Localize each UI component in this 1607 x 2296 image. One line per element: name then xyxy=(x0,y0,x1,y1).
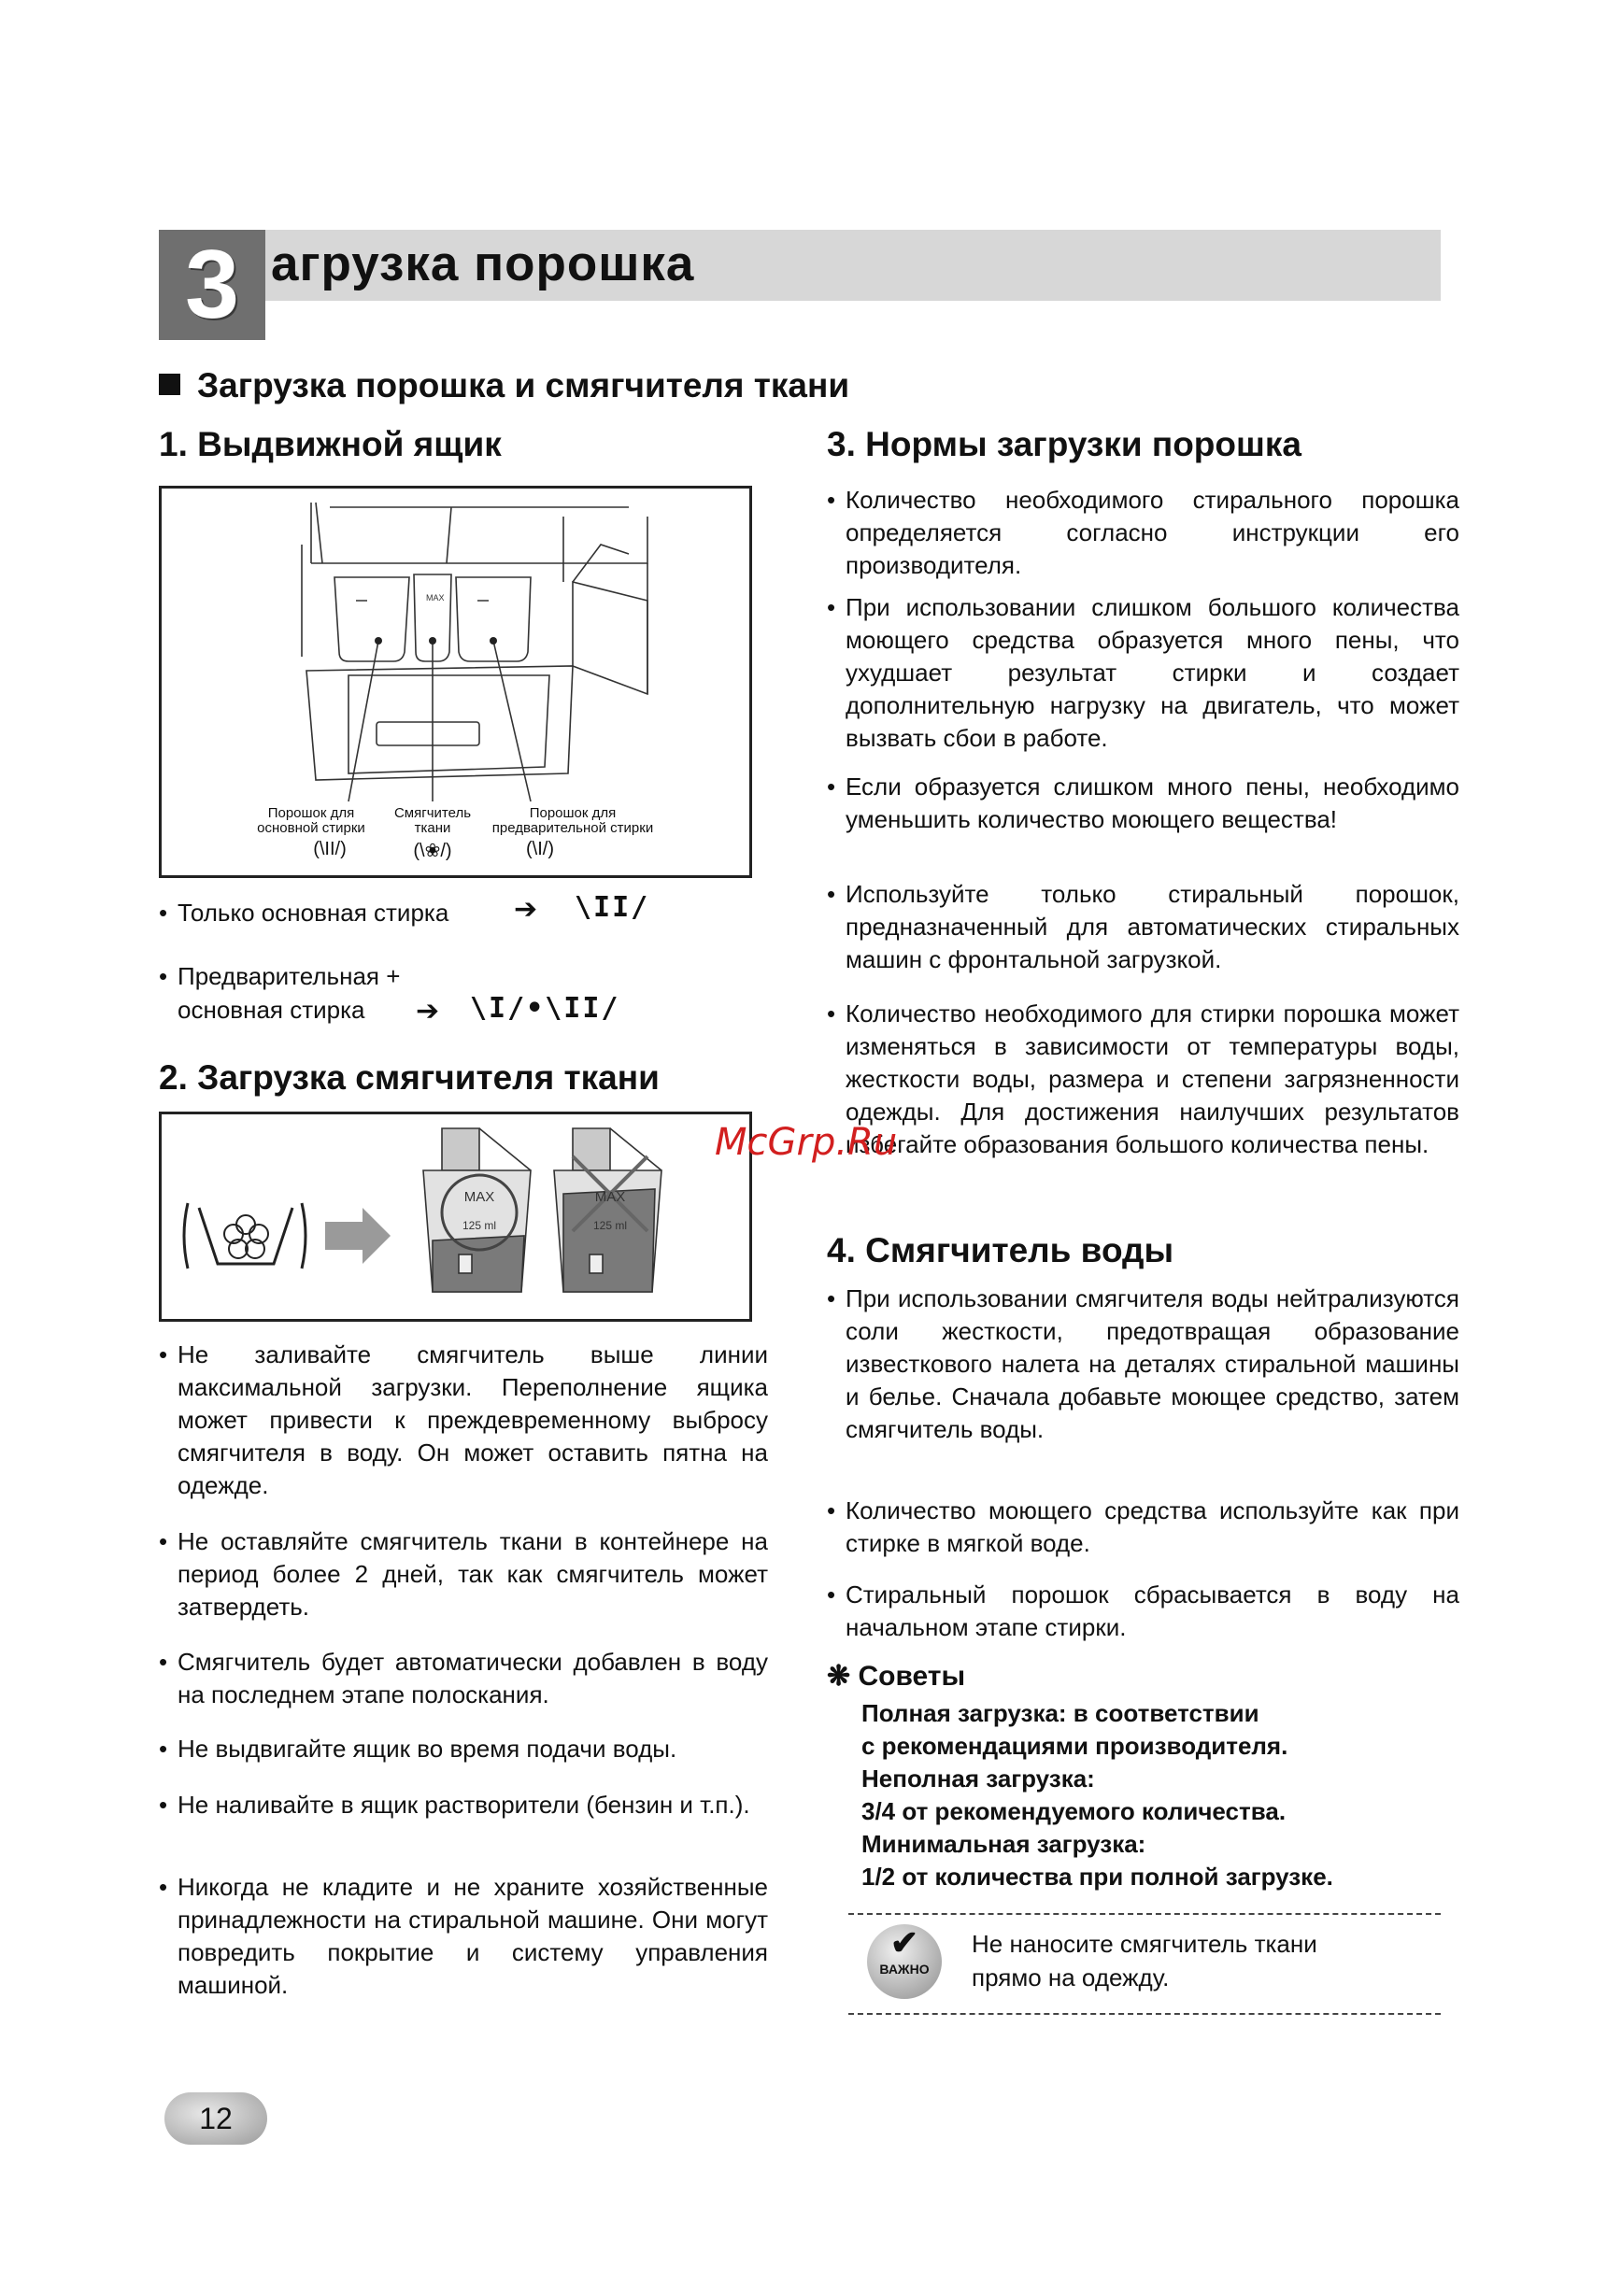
list-item: • При использовании слишком большого количества моющего средства образуется много пены, что ухудшает результат стирки и создает дополнительную нагрузку на двигатель, что может вызвать сбои в работе. xyxy=(827,591,1459,755)
list-item: • Не заливайте смягчитель выше линии максимальной загрузки. Переполнение ящика может привести к преждевременному выбросу смягчителя в воду. Он может оставить пятна на одежде. xyxy=(159,1339,768,1502)
list-item: • Используйте только стиральный порошок, предназначенный для автоматических стиральных машин с фронтальной загрузкой. xyxy=(827,878,1459,976)
list-item: • Только основная стирка xyxy=(159,897,663,929)
list-item: • Если образуется слишком много пены, необходимо уменьшить количество моющего вещества! xyxy=(827,771,1459,836)
list-item: • Стиральный порошок сбрасывается в воду на начальном этапе стирки. xyxy=(827,1579,1459,1644)
max-label-crossed: MAX xyxy=(594,1189,626,1205)
section-title xyxy=(159,366,849,405)
symbol-pre-and-main: \I/•\II/ xyxy=(470,992,620,1025)
list-item: • Не выдвигайте ящик во время подачи воды. xyxy=(159,1733,768,1765)
chapter-number-box: 3 xyxy=(159,230,265,340)
page-number: 12 xyxy=(164,2092,267,2145)
important-text: Не наносите смягчитель ткани прямо на одежду. xyxy=(972,1930,1317,1991)
divider xyxy=(848,1913,1441,1915)
page-title: агрузка порошка xyxy=(271,236,695,291)
divider xyxy=(848,2013,1441,2015)
symbol-main-wash: (\II/) xyxy=(313,839,347,859)
list-item: • Никогда не кладите и не храните хозяйственные принадлежности на стиральной машине. Они могут повредить покрытие и систему управления машиной. xyxy=(159,1871,768,2002)
drawer-illustration xyxy=(159,486,752,878)
list-item: • Не наливайте в ящик растворители (бензин и т.п.). xyxy=(159,1789,768,1821)
tips-heading: ❋ Советы xyxy=(827,1661,966,1692)
list-item: • Смягчитель будет автоматически добавлен в воду на последнем этапе полоскания. xyxy=(159,1646,768,1711)
tips-body: Полная загрузка: в соответствии с рекомендациями производителя. Неполная загрузка: 3/4 от рекомендуемого количества. Минимальная загрузка: 1/2 от количества при полной загрузке. xyxy=(861,1699,1333,1891)
softener-illustration xyxy=(159,1112,752,1322)
list-item: • При использовании смягчителя воды нейтрализуются соли жесткости, предотвращая образование известкового налета на деталях стиральной машины и белье. Сначала добавьте моющее средство, затем смягчитель воды. xyxy=(827,1283,1459,1446)
symbol-softener: (\❀/) xyxy=(413,841,452,861)
list-item: • Предварительная + основная стирка xyxy=(159,959,570,1027)
arrow-icon: ➔ xyxy=(514,894,538,925)
svg-text:MAX: MAX xyxy=(426,593,445,602)
caption-softener: Смягчитель ткани xyxy=(393,806,472,836)
softener-drawing xyxy=(162,1114,749,1319)
heading-water-softener: 4. Смягчитель воды xyxy=(827,1231,1174,1269)
watermark: McGrp.Ru xyxy=(715,1121,898,1164)
square-bullet-icon xyxy=(159,374,180,395)
important-badge: ✔ ВАЖНО xyxy=(867,1924,942,1999)
list-item: • Не оставляйте смягчитель ткани в контейнере на период более 2 дней, так как смягчитель может затвердеть. xyxy=(159,1525,768,1623)
list-item: • Количество необходимого стирального порошка определяется согласно инструкции его производителя. xyxy=(827,484,1459,582)
section-title-text: Загрузка порошка и смягчителя ткани xyxy=(197,366,850,404)
heading-softener: 2. Загрузка смягчителя ткани xyxy=(159,1058,660,1097)
check-icon: ✔ xyxy=(889,1923,919,1962)
arrow-icon: ➔ xyxy=(416,996,440,1027)
caption-main-wash: Порошок для основной стирки xyxy=(257,806,365,836)
max-label: MAX xyxy=(463,1189,495,1205)
symbol-main-only: \II/ xyxy=(575,891,650,924)
list-item: • Количество моющего средства используйте как при стирке в мягкой воде. xyxy=(827,1495,1459,1560)
heading-drawer: 1. Выдвижной ящик xyxy=(159,425,502,463)
heading-detergent-norms: 3. Нормы загрузки порошка xyxy=(827,425,1301,463)
list-item: • Количество необходимого для стирки порошка может изменяться в зависимости от температуры воды, жесткости воды, размера и степени загрязненности одежды. Для достижения наилучших результатов избегайте образования большого количества пены. xyxy=(827,998,1459,1161)
symbol-prewash: (\I/) xyxy=(526,839,554,859)
ml-label: 125 ml xyxy=(462,1219,497,1232)
drawer-drawing xyxy=(162,489,749,875)
ml-label-crossed: 125 ml xyxy=(592,1219,628,1232)
caption-prewash: Порошок для предварительной стирки xyxy=(491,806,654,836)
